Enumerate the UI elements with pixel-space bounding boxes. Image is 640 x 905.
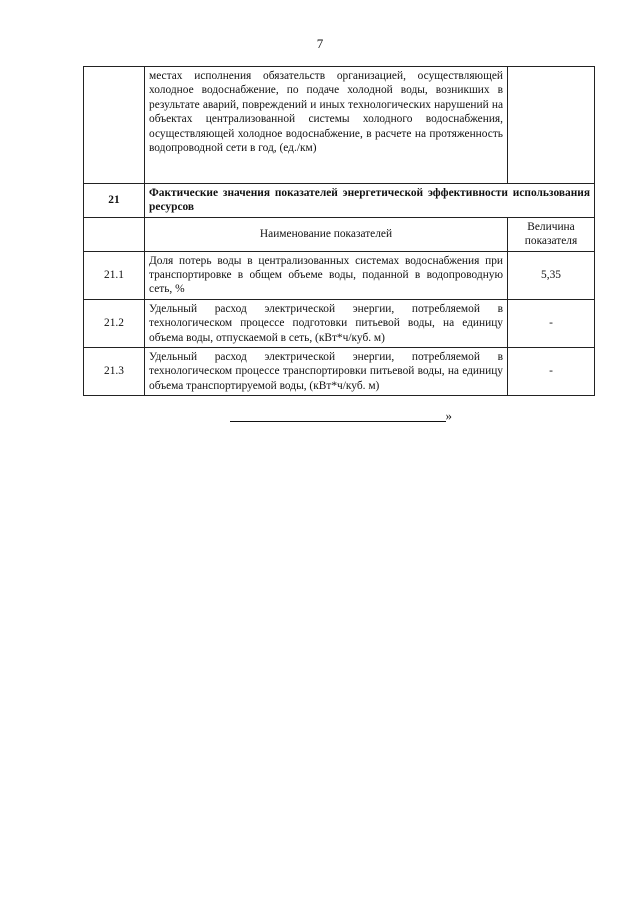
row-value: 5,35 xyxy=(508,251,595,299)
page-number: 7 xyxy=(316,36,324,51)
header-value: Величина показателя xyxy=(508,217,595,251)
row-description: местах исполнения обязательств организацией, осуществляющей холодное водоснабжение, по подаче холодной воды, возникших в результате аварий, повреждений и иных технологических нарушений на объектах централизованной системы холодного водоснабжения, осуществляющей холодное водоснабжение, в расчете на протяженность водопроводной сети в год, (ед./км) xyxy=(145,67,508,184)
table-row-continuation xyxy=(84,67,595,184)
section-number: 21 xyxy=(84,184,145,218)
section-title: Фактические значения показателей энергетической эффективности использования ресурсов xyxy=(145,184,595,218)
header-row xyxy=(84,217,595,251)
row-value xyxy=(508,67,595,184)
row-number xyxy=(84,67,145,184)
row-number: 21.1 xyxy=(84,251,145,299)
table-row xyxy=(84,299,595,347)
row-number: 21.3 xyxy=(84,348,145,396)
table-row xyxy=(84,251,595,299)
row-value: - xyxy=(508,348,595,396)
closing-quote: » xyxy=(445,408,452,423)
table-row xyxy=(84,348,595,396)
row-number: 21.2 xyxy=(84,299,145,347)
signature-rule xyxy=(230,411,446,422)
section-row xyxy=(84,184,595,218)
row-description: Удельный расход электрической энергии, потребляемой в технологическом процессе транспортировки питьевой воды, на единицу объема транспортируемой воды, (кВт*ч/куб. м) xyxy=(145,348,508,396)
closing-line xyxy=(230,408,452,424)
header-name: Наименование показателей xyxy=(145,217,508,251)
row-description: Доля потерь воды в централизованных системах водоснабжения при транспортировке в общем объеме воды, поданной в водопроводную сеть, % xyxy=(145,251,508,299)
indicators-table xyxy=(83,66,595,396)
row-description: Удельный расход электрической энергии, потребляемой в технологическом процессе подготовки питьевой воды, на единицу объема воды, отпускаемой в сеть, (кВт*ч/куб. м) xyxy=(145,299,508,347)
header-empty-cell xyxy=(84,217,145,251)
row-value: - xyxy=(508,299,595,347)
